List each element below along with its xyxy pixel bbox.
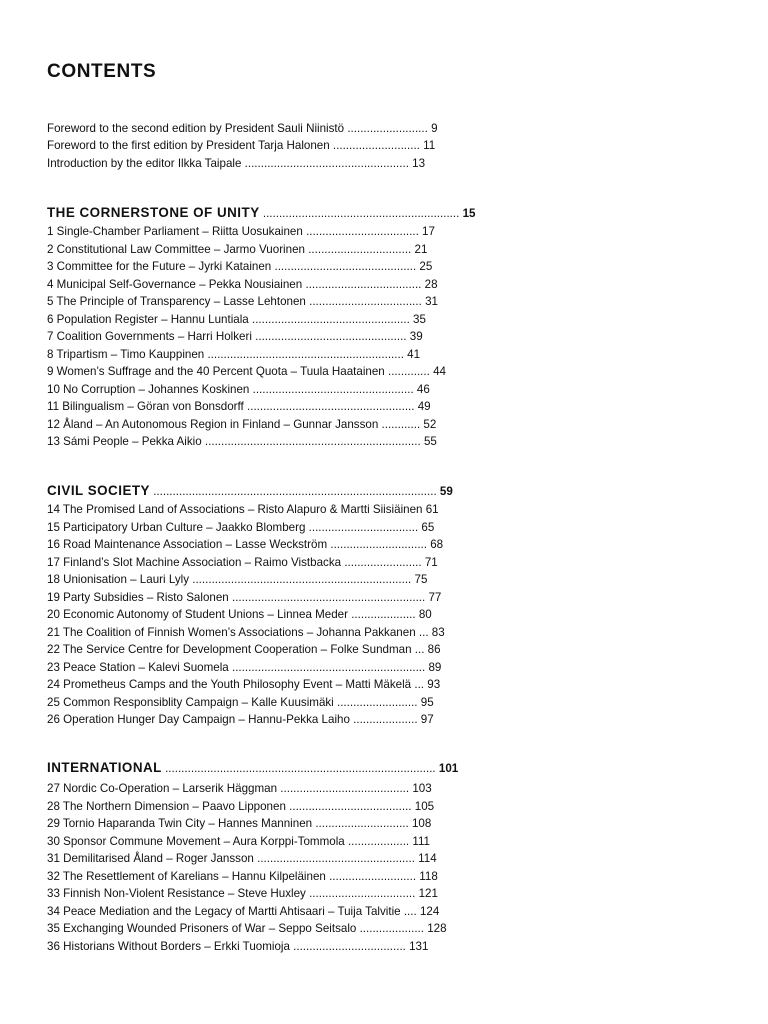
entry-page-number: 103 [412, 782, 432, 795]
entry-page-number: 11 [423, 139, 436, 152]
chapter-entry [47, 278, 438, 292]
section-heading [47, 760, 458, 777]
entry-page-number: 25 [419, 260, 433, 273]
chapter-entry [47, 225, 435, 239]
chapter-entry [47, 383, 430, 397]
front-matter-entry [47, 157, 425, 171]
front-matter-entry [47, 139, 435, 153]
chapter-entry [47, 330, 423, 344]
chapter-entry [47, 313, 426, 327]
entry-title: 33 Finnish Non-Violent Resistance – Steve Huxley [47, 887, 306, 900]
entry-page-number: 86 [427, 643, 441, 656]
chapter-entry [47, 922, 447, 936]
chapter-entry [47, 817, 431, 831]
section-title: CIVIL SOCIETY [47, 483, 150, 498]
entry-title: Foreword to the first edition by President Tarja Halonen [47, 139, 330, 152]
entry-title: 32 The Resettlement of Karelians – Hannu Kilpeläinen [47, 870, 326, 883]
entry-title: 25 Common Responsiblity Campaign – Kalle Kuusimäki [47, 696, 334, 709]
dot-leader: ............................................... [251, 330, 410, 343]
dot-leader: .................... [356, 922, 428, 935]
section-title: INTERNATIONAL [47, 760, 162, 775]
dot-leader: .............................. [327, 538, 431, 551]
chapter-entry [47, 800, 434, 814]
chapter-entry [47, 538, 443, 552]
dot-leader: ........................... [329, 139, 424, 152]
entry-page-number: 105 [414, 800, 435, 813]
entry-page-number: 121 [418, 887, 438, 900]
page-title: CONTENTS [47, 61, 157, 82]
entry-title: Foreword to the second edition by President Sauli Niinistö [47, 122, 345, 135]
dot-leader: .................................................... [243, 400, 418, 413]
entry-title: 36 Historians Without Borders – Erkki Tuomioja [47, 940, 290, 953]
entry-title: Introduction by the editor Ilkka Taipale [47, 157, 242, 170]
dot-leader: ...................................... [285, 800, 415, 813]
dot-leader: .................................. [305, 521, 422, 534]
dot-leader: ............................................ [271, 260, 420, 273]
entry-page-number: 49 [417, 400, 431, 413]
dot-leader: .................................... [302, 278, 425, 291]
dot-leader: ............ [378, 418, 424, 431]
section-page-number: 15 [462, 207, 476, 220]
entry-title: 12 Åland – An Autonomous Region in Finland – Gunnar Jansson [47, 418, 379, 431]
entry-title: 29 Tornio Haparanda Twin City – Hannes Manninen [47, 817, 313, 830]
chapter-entry [47, 521, 434, 535]
entry-page-number: 131 [409, 940, 429, 953]
dot-leader: ................................................. [248, 313, 414, 326]
chapter-entry [47, 713, 434, 727]
entry-title: 27 Nordic Co-Operation – Larserik Häggman [47, 782, 278, 795]
chapter-entry [47, 661, 441, 675]
dot-leader: .................................................. [249, 383, 417, 396]
entry-page-number: 93 [427, 678, 441, 691]
dot-leader: ............................................................. [259, 207, 463, 220]
chapter-entry [47, 573, 427, 587]
chapter-entry [47, 626, 445, 640]
entry-title: 23 Peace Station – Kalevi Suomela [47, 661, 229, 674]
entry-title: 18 Unionisation – Lauri Lyly [47, 573, 190, 586]
entry-title: 31 Demilitarised Åland – Roger Jansson [47, 852, 254, 865]
entry-title: 13 Sámi People – Pekka Aikio [47, 435, 202, 448]
entry-title: 30 Sponsor Commune Movement – Aura Korppi-Tommola [47, 835, 345, 848]
entry-page-number: 75 [414, 573, 428, 586]
dot-leader: ... [411, 678, 428, 691]
chapter-entry [47, 556, 438, 570]
entry-page-number: 77 [428, 591, 442, 604]
entry-page-number: 17 [422, 225, 435, 238]
entry-page-number: 52 [423, 418, 437, 431]
dot-leader: ................... [344, 835, 413, 848]
entry-page-number: 41 [407, 348, 421, 361]
dot-leader: ......................... [344, 122, 432, 135]
entry-title: 8 Tripartism – Timo Kauppinen [47, 348, 205, 361]
chapter-entry [47, 696, 434, 710]
entry-page-number: 111 [412, 835, 430, 848]
dot-leader: ................................................. [253, 852, 419, 865]
entry-title: 7 Coalition Governments – Harri Holkeri [47, 330, 252, 343]
entry-title: 26 Operation Hunger Day Campaign – Hannu-Pekka Laiho [47, 713, 350, 726]
entry-page-number: 13 [412, 157, 426, 170]
section-title: THE CORNERSTONE OF UNITY [47, 205, 260, 220]
chapter-entry [47, 678, 440, 692]
entry-page-number: 83 [431, 626, 445, 639]
dot-leader: ........................... [325, 870, 420, 883]
entry-title: 4 Municipal Self-Governance – Pekka Nousiainen [47, 278, 303, 291]
entry-page-number: 28 [424, 278, 438, 291]
chapter-entry [47, 940, 428, 954]
dot-leader: ................................. [305, 887, 419, 900]
entry-title: 17 Finland’s Slot Machine Association – Raimo Vistbacka [47, 556, 342, 569]
chapter-entry [47, 591, 441, 605]
chapter-entry [47, 348, 420, 362]
entry-page-number: 89 [428, 661, 442, 674]
chapter-entry [47, 400, 431, 414]
entry-page-number: 46 [416, 383, 430, 396]
entry-page-number: 80 [418, 608, 432, 621]
entry-title: 28 The Northern Dimension – Paavo Lipponen [47, 800, 286, 813]
entry-page-number: 21 [414, 243, 428, 256]
entry-page-number: 31 [425, 295, 438, 308]
entry-title: 15 Participatory Urban Culture – Jaakko Blomberg [47, 521, 306, 534]
chapter-entry [47, 782, 432, 796]
dot-leader: ... [415, 626, 432, 639]
entry-title: 3 Committee for the Future – Jyrki Katainen [47, 260, 272, 273]
chapter-entry [47, 905, 439, 919]
section-page-number: 59 [439, 485, 453, 498]
entry-title: 19 Party Subsidies – Risto Salonen [47, 591, 229, 604]
entry-title: 34 Peace Mediation and the Legacy of Martti Ahtisaari – Tuija Talvitie [47, 905, 401, 918]
chapter-entry [47, 835, 430, 849]
entry-page-number: 55 [423, 435, 437, 448]
dot-leader: ............................................................. [204, 348, 408, 361]
entry-title: 5 The Principle of Transparency – Lasse Lehtonen [47, 295, 306, 308]
entry-title: 24 Prometheus Camps and the Youth Philosophy Event – Matti Mäkelä [47, 678, 412, 691]
entry-page-number: 71 [424, 556, 438, 569]
chapter-entry [47, 643, 441, 657]
dot-leader: .................... [347, 608, 419, 621]
entry-page-number: 68 [430, 538, 444, 551]
dot-leader: ................................... [305, 295, 426, 308]
entry-page-number: 128 [427, 922, 447, 935]
dot-leader: .................... [349, 713, 421, 726]
chapter-entry [47, 608, 432, 622]
dot-leader: ............................. [312, 817, 412, 830]
dot-leader: ................................... [289, 940, 410, 953]
entry-page-number: 114 [418, 852, 437, 865]
entry-title: 20 Economic Autonomy of Student Unions – Linnea Meder [47, 608, 348, 621]
entry-title: 14 The Promised Land of Associations – Risto Alapuro & Martti Siisiäinen [47, 503, 423, 516]
entry-page-number: 39 [409, 330, 423, 343]
chapter-entry [47, 243, 427, 257]
section-page-number: 101 [438, 762, 459, 775]
entry-page-number: 124 [419, 905, 440, 918]
entry-title: 16 Road Maintenance Association – Lasse Weckström [47, 538, 328, 551]
section-heading [47, 205, 475, 222]
chapter-entry [47, 435, 437, 449]
entry-title: 21 The Coalition of Finnish Women’s Associations – Johanna Pakkanen [47, 626, 416, 639]
dot-leader: ........................ [341, 556, 425, 569]
entry-page-number: 65 [421, 521, 435, 534]
entry-title: 2 Constitutional Law Committee – Jarmo Vuorinen [47, 243, 305, 256]
section-heading [47, 483, 453, 500]
chapter-entry [47, 852, 437, 866]
chapter-entry [47, 295, 438, 309]
dot-leader: ................................ [304, 243, 415, 256]
entry-page-number: 97 [420, 713, 434, 726]
dot-leader: ........................................ [277, 782, 413, 795]
entry-page-number: 44 [433, 365, 446, 378]
dot-leader: ......................... [333, 696, 421, 709]
dot-leader: ............. [384, 365, 434, 378]
dot-leader: ........................................................................................ [149, 485, 440, 498]
entry-page-number: 118 [419, 870, 438, 883]
dot-leader: ................................................................... [201, 435, 424, 448]
entry-title: 6 Population Register – Hannu Luntiala [47, 313, 249, 326]
chapter-entry [47, 418, 436, 432]
entry-title: 1 Single-Chamber Parliament – Riitta Uosukainen [47, 225, 303, 238]
entry-page-number: 61 [425, 503, 439, 516]
chapter-entry [47, 260, 432, 274]
dot-leader: ... [411, 643, 428, 656]
entry-title: 22 The Service Centre for Development Cooperation – Folke Sundman [47, 643, 412, 656]
dot-leader: .................................................................................... [161, 762, 439, 775]
entry-page-number: 35 [413, 313, 426, 326]
entry-title: 9 Women’s Suffrage and the 40 Percent Quota – Tuula Haatainen [47, 365, 385, 378]
dot-leader: ................................... [302, 225, 423, 238]
dot-leader: ............................................................ [228, 661, 429, 674]
front-matter-entry [47, 122, 438, 136]
entry-title: 35 Exchanging Wounded Prisoners of War – Seppo Seitsalo [47, 922, 357, 935]
dot-leader: .... [400, 905, 420, 918]
entry-page-number: 95 [420, 696, 434, 709]
entry-page-number: 9 [431, 122, 438, 135]
chapter-entry [47, 503, 439, 517]
dot-leader: ............................................................ [228, 591, 429, 604]
dot-leader: .................................................................... [189, 573, 415, 586]
entry-title: 10 No Corruption – Johannes Koskinen [47, 383, 250, 396]
chapter-entry [47, 870, 438, 884]
chapter-entry [47, 887, 438, 901]
chapter-entry [47, 365, 446, 379]
entry-title: 11 Bilingualism – Göran von Bonsdorff [47, 400, 244, 413]
dot-leader: ................................................... [241, 157, 413, 170]
entry-page-number: 108 [411, 817, 432, 830]
